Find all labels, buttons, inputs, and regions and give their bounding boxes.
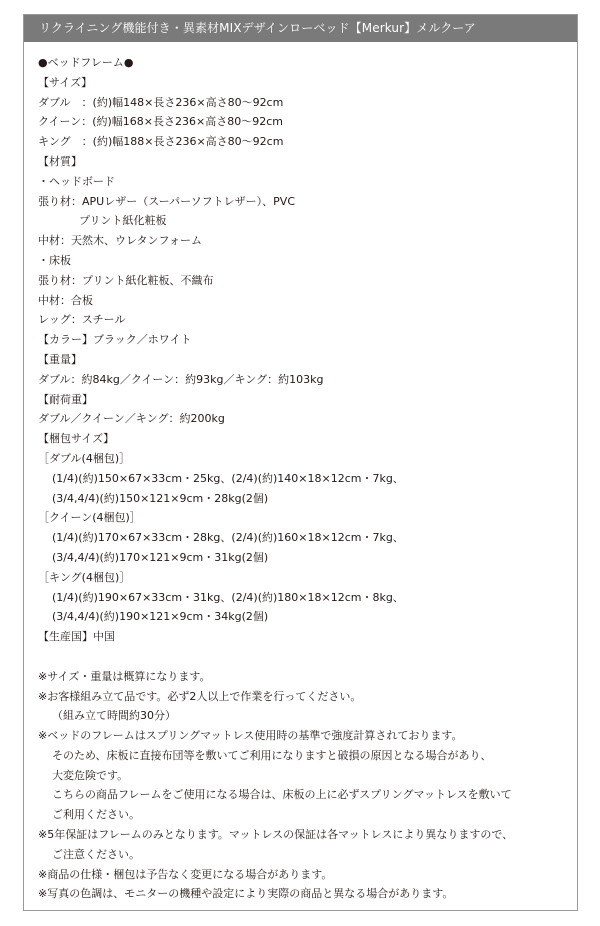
- spec-line: ［キング(4梱包)］: [38, 570, 131, 584]
- spec-line: ダブル ：(約)幅148×長さ236×高さ80〜92cm: [38, 95, 284, 109]
- spec-line: キング ：(約)幅188×長さ236×高さ80〜92cm: [38, 135, 284, 149]
- note-line: ※写真の色調は、モニターの機種や設定により実際の商品と異なる場合があります。: [38, 887, 454, 901]
- note-line: ※サイズ・重量は概算になります。: [38, 669, 211, 683]
- spec-line: ［クイーン(4梱包)］: [38, 511, 141, 525]
- spec-line: 【サイズ】: [38, 75, 93, 89]
- spec-line: ダブル：約84kg／クイーン：約93kg／キング：約103kg: [38, 372, 324, 386]
- note-line: ご注意ください。: [52, 847, 140, 861]
- spec-line: 【重量】: [38, 352, 82, 366]
- spec-line: クイーン：(約)幅168×長さ236×高さ80〜92cm: [38, 115, 283, 129]
- notes-list: [38, 667, 568, 905]
- note-line: ご利用ください。: [52, 808, 140, 822]
- note-line: ※商品の仕様・梱包は予告なく変更になる場合があります。: [38, 867, 333, 881]
- note-line: ※ベッドのフレームはスプリングマットレス使用時の基準で強度計算されております。: [38, 729, 463, 743]
- spec-line: ［ダブル(4梱包)］: [38, 451, 131, 465]
- spec-line: 【生産国】中国: [38, 630, 115, 644]
- spec-line: ●ベッドフレーム●: [38, 56, 134, 69]
- panel-header: [24, 15, 577, 42]
- spec-list: [38, 53, 568, 647]
- spec-line: 【梱包サイズ】: [38, 432, 115, 446]
- spec-line: (1/4)(約)170×67×33cm・28kg、(2/4)(約)160×18×12cm・7kg、: [52, 531, 404, 545]
- product-title: リクライニング機能付き・異素材MIXデザインローベッド【Merkur】メルクーア: [39, 21, 476, 35]
- spec-line: (3/4,4/4)(約)150×121×9cm・28kg(2個): [52, 491, 269, 505]
- note-line: そのため、床板に直接布団等を敷いてご利用になりますと破損の原因となる場合があり、: [52, 748, 492, 762]
- spec-line: プリント紙化粧板: [79, 214, 167, 228]
- spec-panel: [23, 14, 578, 911]
- note-line: ※5年保証はフレームのみとなります。マットレスの保証は各マットレスにより異なりますので、: [38, 828, 514, 842]
- spec-line: (1/4)(約)150×67×33cm・25kg、(2/4)(約)140×18×12cm・7kg、: [52, 471, 404, 485]
- spec-line: 中材：合板: [38, 293, 93, 307]
- spec-line: ダブル／クイーン／キング：約200kg: [38, 412, 225, 426]
- spec-content: [38, 53, 568, 904]
- note-line: 大変危険です。: [52, 768, 129, 782]
- section-spacer: [38, 647, 568, 667]
- spec-line: 中材：天然木、ウレタンフォーム: [38, 234, 203, 248]
- spec-line: 【耐荷重】: [38, 392, 93, 406]
- note-line: （組み立て時間約30分）: [52, 709, 176, 723]
- note-line: ※お客様組み立て品です。必ず2人以上で作業を行ってください。: [38, 689, 362, 703]
- spec-line: (3/4,4/4)(約)190×121×9cm・34kg(2個): [52, 610, 269, 624]
- spec-line: (1/4)(約)190×67×33cm・31kg、(2/4)(約)180×18×12cm・8kg、: [52, 590, 404, 604]
- spec-line: 【カラー】ブラック／ホワイト: [38, 333, 192, 347]
- spec-line: 張り材：プリント紙化粧板、不織布: [38, 273, 214, 287]
- spec-line: レッグ：スチール: [38, 313, 126, 327]
- note-line: こちらの商品フレームをご使用になる場合は、床板の上に必ずスプリングマットレスを敷いて: [52, 788, 512, 802]
- spec-line: (3/4,4/4)(約)170×121×9cm・31kg(2個): [52, 550, 269, 564]
- spec-line: 張り材：APUレザー（スーパーソフトレザー）、PVC: [38, 194, 296, 208]
- spec-line: 【材質】: [38, 154, 82, 168]
- spec-line: ・ヘッドボード: [38, 174, 115, 188]
- spec-line: ・床板: [38, 253, 71, 267]
